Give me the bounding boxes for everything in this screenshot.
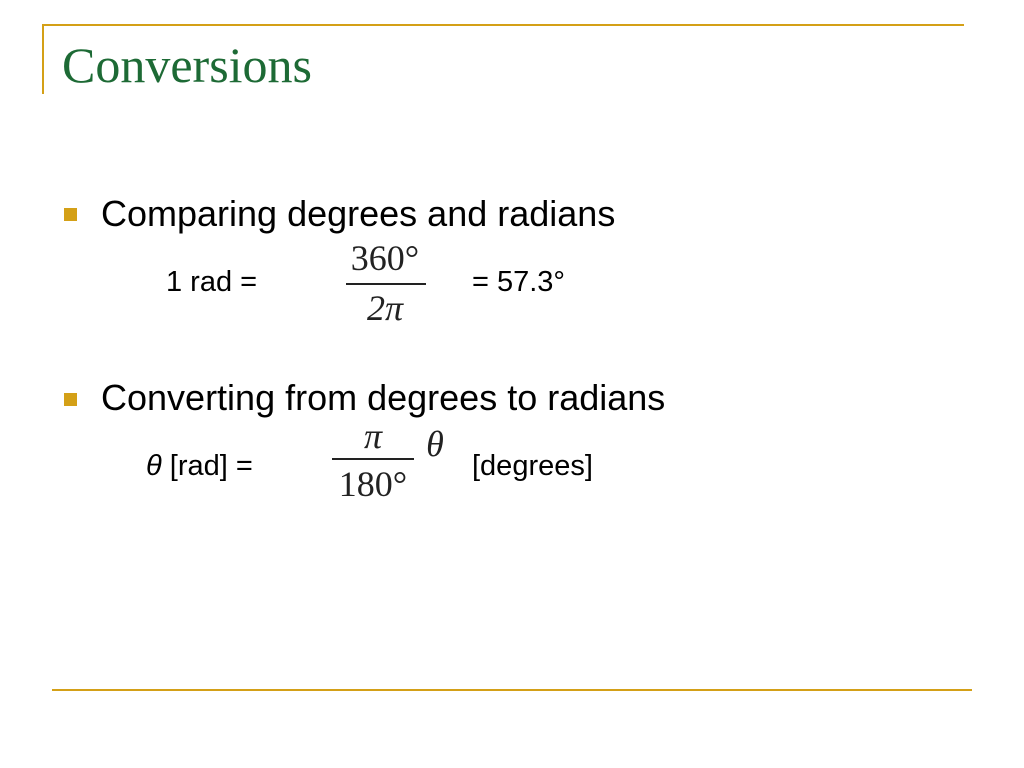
top-accent-line: [42, 24, 964, 26]
equation-1-fraction-bar: [346, 283, 426, 285]
bullet-text-comparing: Comparing degrees and radians: [101, 193, 616, 234]
equation-1-rhs: = 57.3°: [472, 266, 566, 298]
theta-symbol: θ: [146, 450, 162, 482]
equation-2-theta-factor: [418, 426, 452, 470]
equation-2-numerator: π: [363, 416, 383, 456]
bullet-square-icon: [64, 393, 77, 406]
equation-1-numerator: 360°: [350, 238, 420, 278]
left-accent-line: [42, 24, 44, 94]
equation-1-denominator: 2π: [366, 288, 404, 328]
slide-title: Conversions: [62, 37, 312, 93]
bullet-text-converting: Converting from degrees to radians: [101, 377, 666, 418]
equation-2-fraction-bar: [332, 458, 414, 460]
equation-1-fraction: [340, 238, 430, 330]
equation-1-lhs: 1 rad =: [166, 266, 258, 298]
bullet-square-icon: [64, 208, 77, 221]
equation-2-lhs: [146, 452, 253, 481]
equation-2-lhs-label: [rad] =: [169, 450, 253, 482]
equation-2-denominator: 180°: [338, 464, 408, 504]
theta-symbol: θ: [426, 424, 444, 464]
bottom-accent-line: [52, 689, 972, 691]
equation-2-fraction: [328, 416, 418, 510]
equation-2-rhs: [degrees]: [472, 450, 593, 482]
